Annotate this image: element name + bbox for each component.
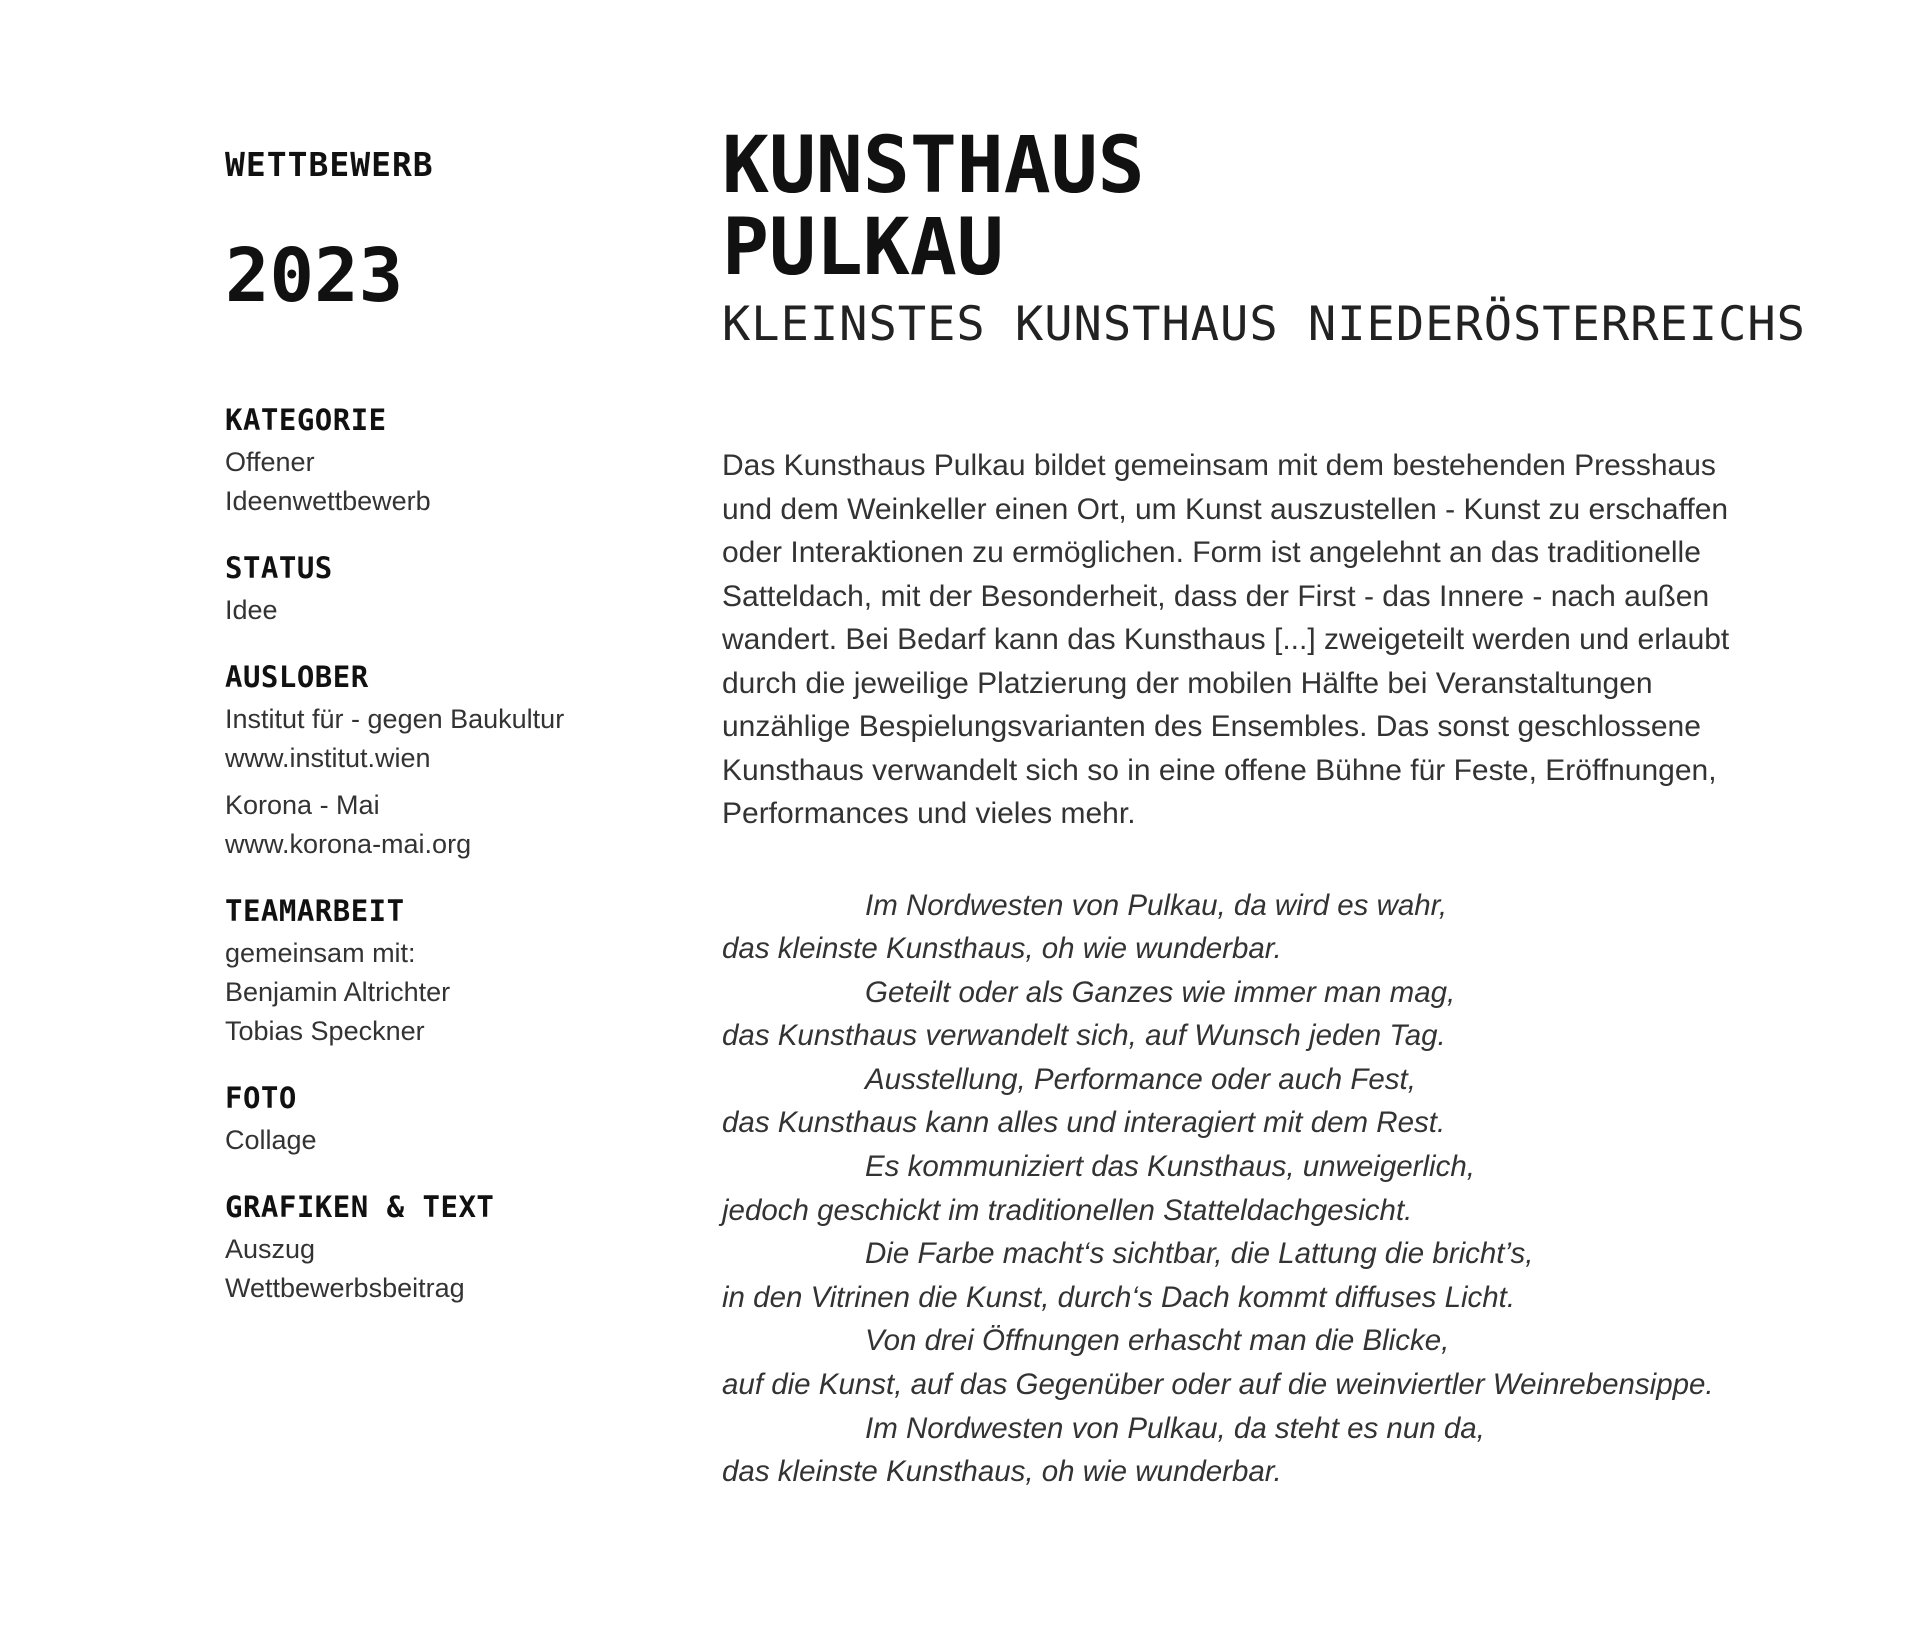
section-line: Ideenwettbewerb xyxy=(225,486,431,516)
section-title: TEAMARBEIT xyxy=(225,894,405,928)
section-title: GRAFIKEN & TEXT xyxy=(225,1190,495,1224)
description xyxy=(722,444,1852,836)
main-content xyxy=(722,121,1852,1494)
section-link: www.korona-mai.org xyxy=(225,829,472,859)
description-line: Satteldach, mit der Besonderheit, dass der First - das Innere - nach außen xyxy=(722,579,1710,613)
section-auslober xyxy=(225,660,695,864)
poem-line: das Kunsthaus kann alles und interagiert mit dem Rest. xyxy=(722,1106,1446,1140)
description-line: Das Kunsthaus Pulkau bildet gemeinsam mit dem bestehenden Presshaus xyxy=(722,449,1716,482)
poem-line: Ausstellung, Performance oder auch Fest, xyxy=(865,1062,1416,1096)
description-line: oder Interaktionen zu ermöglichen. Form ist angelehnt an das traditionelle xyxy=(722,536,1701,569)
section-line: Collage xyxy=(225,1125,317,1155)
competition-label: WETTBEWERB xyxy=(225,145,434,184)
section-line: gemeinsam mit: xyxy=(225,938,416,968)
description-line: durch die jeweilige Platzierung der mobilen Hälfte bei Veranstaltungen xyxy=(722,666,1653,700)
page-subtitle: KLEINSTES KUNSTHAUS NIEDERÖSTERREICHS xyxy=(722,297,1806,352)
description-line: und dem Weinkeller einen Ort, um Kunst auszustellen - Kunst zu erschaffen xyxy=(722,492,1729,526)
section-line: Institut für - gegen Baukultur xyxy=(225,704,565,734)
section-line: Tobias Speckner xyxy=(225,1016,425,1046)
poem-line: jedoch geschickt im traditionellen Statteldachgesicht. xyxy=(722,1193,1413,1227)
title-line: PULKAU xyxy=(722,203,1004,293)
section-foto xyxy=(225,1081,695,1160)
section-line: Benjamin Altrichter xyxy=(225,977,451,1007)
page-title xyxy=(722,121,1852,293)
poem-line: Geteilt oder als Ganzes wie immer man mag, xyxy=(865,975,1456,1009)
section-line: Offener xyxy=(225,447,315,477)
section-line: Korona - Mai xyxy=(225,790,380,820)
section-teamarbeit xyxy=(225,894,695,1051)
poem-line: Von drei Öffnungen erhascht man die Blicke, xyxy=(865,1324,1450,1358)
sidebar xyxy=(225,135,695,1338)
poem-line: das Kunsthaus verwandelt sich, auf Wunsch jeden Tag. xyxy=(722,1019,1446,1053)
section-kategorie xyxy=(225,403,695,521)
section-grafiken xyxy=(225,1190,695,1308)
section-title: FOTO xyxy=(225,1081,297,1115)
poem-line: Im Nordwesten von Pulkau, da wird es wahr, xyxy=(865,888,1448,922)
poem-line: das kleinste Kunsthaus, oh wie wunderbar. xyxy=(722,1455,1282,1489)
poem-line: Im Nordwesten von Pulkau, da steht es nun da, xyxy=(865,1411,1485,1445)
section-line: Idee xyxy=(225,595,278,625)
description-line: Kunsthaus verwandelt sich so in eine offene Bühne für Feste, Eröffnungen, xyxy=(722,753,1717,787)
poem-line: das kleinste Kunsthaus, oh wie wunderbar. xyxy=(722,932,1282,966)
section-status xyxy=(225,551,695,630)
section-line: Wettbewerbsbeitrag xyxy=(225,1273,465,1303)
poem-line: Es kommuniziert das Kunsthaus, unweigerlich, xyxy=(865,1150,1475,1184)
poem xyxy=(722,884,1852,1494)
project-metadata xyxy=(225,403,695,1308)
description-line: Performances und vieles mehr. xyxy=(722,797,1136,830)
poem-line: in den Vitrinen die Kunst, durch‘s Dach kommt diffuses Licht. xyxy=(722,1280,1516,1314)
section-link: www.institut.wien xyxy=(225,743,431,773)
description-line: unzählige Bespielungsvarianten des Ensembles. Das sonst geschlossene xyxy=(722,710,1701,743)
poem-line: auf die Kunst, auf das Gegenüber oder auf die weinviertler Weinrebensippe. xyxy=(722,1368,1714,1402)
description-line: wandert. Bei Bedarf kann das Kunsthaus [...] zweigeteilt werden und erlaubt xyxy=(722,623,1730,656)
section-title: AUSLOBER xyxy=(225,660,369,694)
poem-line: Die Farbe macht‘s sichtbar, die Lattung die bricht’s, xyxy=(865,1237,1534,1271)
section-title: KATEGORIE xyxy=(225,403,387,437)
year: 2023 xyxy=(225,233,404,319)
section-line: Auszug xyxy=(225,1234,316,1264)
section-title: STATUS xyxy=(225,551,333,585)
title-line: KUNSTHAUS xyxy=(722,121,1145,211)
